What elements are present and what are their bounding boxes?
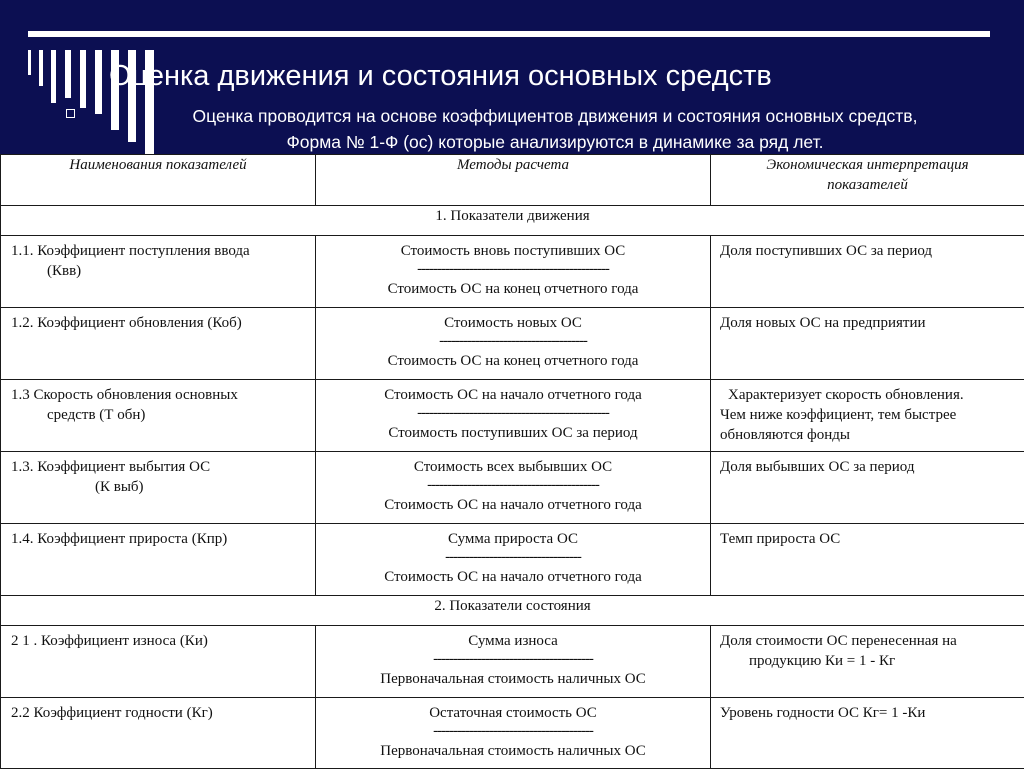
numerator: Сумма износа xyxy=(468,633,558,649)
table-row xyxy=(1,524,1024,596)
name-line-1: 2.2 Коэффициент годности (Кг) xyxy=(11,705,213,721)
section-row xyxy=(1,206,1024,236)
name-line-1: 1.2. Коэффициент обновления (Коб) xyxy=(11,315,242,331)
table-row xyxy=(1,698,1024,769)
header-top-rule xyxy=(28,31,990,37)
indicator-name xyxy=(1,524,316,596)
fraction-divider: ------------------------------------- xyxy=(316,333,710,351)
formula xyxy=(316,308,711,380)
table-header-row xyxy=(1,155,1024,206)
interp-line-2: Чем ниже коэффициент, тем быстрее xyxy=(720,405,1016,425)
formula xyxy=(316,698,711,769)
denominator: Стоимость ОС на начало отчетного года xyxy=(384,497,642,513)
formula xyxy=(316,380,711,452)
formula xyxy=(316,452,711,524)
interpretation xyxy=(711,524,1024,596)
interp-line-1: Доля выбывших ОС за период xyxy=(720,457,1016,477)
section-title: 2. Показатели состояния xyxy=(1,596,1024,626)
interp-line-1: Характеризует скорость обновления. xyxy=(720,385,1016,405)
formula xyxy=(316,626,711,698)
numerator: Стоимость вновь поступивших ОС xyxy=(401,243,626,259)
indicator-name xyxy=(1,380,316,452)
name-line-1: 1.3 Скорость обновления основных xyxy=(11,387,238,403)
subtitle-line-1: Оценка проводится на основе коэффициентов движения и состояния основных средств, xyxy=(193,106,918,126)
fraction-divider: ---------------------------------- xyxy=(316,549,710,567)
header-band xyxy=(0,0,1024,155)
indicator-name xyxy=(1,698,316,769)
interpretation xyxy=(711,698,1024,769)
interpretation xyxy=(711,380,1024,452)
interpretation xyxy=(711,308,1024,380)
denominator: Первоначальная стоимость наличных ОС xyxy=(380,671,646,687)
denominator: Стоимость ОС на начало отчетного года xyxy=(384,569,642,585)
numerator: Стоимость ОС на начало отчетного года xyxy=(384,387,642,403)
header-interp-line-1: Экономическая интерпретация xyxy=(766,157,968,173)
table-row xyxy=(1,380,1024,452)
numerator: Остаточная стоимость ОС xyxy=(429,705,597,721)
name-line-2: средств (Т обн) xyxy=(11,405,307,425)
denominator: Стоимость ОС на конец отчетного года xyxy=(388,281,639,297)
interpretation xyxy=(711,452,1024,524)
interp-line-1: Доля новых ОС на предприятии xyxy=(720,313,1016,333)
fraction-divider: ------------------------------------------- xyxy=(316,477,710,495)
interp-line-1: Доля поступивших ОС за период xyxy=(720,241,1016,261)
name-line-1: 1.4. Коэффициент прироста (Кпр) xyxy=(11,531,227,547)
fraction-divider: ------------------------------------------------ xyxy=(316,405,710,423)
name-line-1: 2 1 . Коэффициент износа (Ки) xyxy=(11,633,208,649)
table-row xyxy=(1,308,1024,380)
formula xyxy=(316,524,711,596)
indicator-name xyxy=(1,452,316,524)
table-row xyxy=(1,626,1024,698)
section-title: 1. Показатели движения xyxy=(1,206,1024,236)
section-row xyxy=(1,596,1024,626)
numerator: Стоимость всех выбывших ОС xyxy=(414,459,612,475)
numerator: Сумма прироста ОС xyxy=(448,531,578,547)
header-interp-line-2: показателей xyxy=(827,177,908,193)
fraction-divider: ---------------------------------------- xyxy=(316,651,710,669)
fraction-divider: ------------------------------------------------ xyxy=(316,261,710,279)
header-method: Методы расчета xyxy=(316,155,711,206)
denominator: Первоначальная стоимость наличных ОС xyxy=(380,743,646,759)
interp-line-1: Темп прироста ОС xyxy=(720,529,1016,549)
header-interpretation xyxy=(711,155,1024,206)
name-line-2: (К выб) xyxy=(11,477,307,497)
table-row xyxy=(1,452,1024,524)
interpretation xyxy=(711,236,1024,308)
table-row xyxy=(1,236,1024,308)
name-line-1: 1.1. Коэффициент поступления ввода xyxy=(11,243,250,259)
name-line-2: (Квв) xyxy=(11,261,307,281)
interp-line-2: продукцию Ки = 1 - Кг xyxy=(720,651,1016,671)
square-bullet-icon xyxy=(66,109,75,118)
indicator-name xyxy=(1,626,316,698)
indicator-name xyxy=(1,236,316,308)
name-line-1: 1.3. Коэффициент выбытия ОС xyxy=(11,459,210,475)
indicator-name xyxy=(1,308,316,380)
denominator: Стоимость поступивших ОС за период xyxy=(388,425,637,441)
header-name: Наименования показателей xyxy=(1,155,316,206)
formula xyxy=(316,236,711,308)
interpretation xyxy=(711,626,1024,698)
interp-line-1: Уровень годности ОС Кг= 1 -Ки xyxy=(720,703,1016,723)
interp-line-1: Доля стоимости ОС перенесенная на xyxy=(720,631,1016,651)
numerator: Стоимость новых ОС xyxy=(444,315,582,331)
subtitle-line-2: Форма № 1-Ф (ос) которые анализируются в динамике за ряд лет. xyxy=(286,132,823,152)
page-title: Оценка движения и состояния основных средств xyxy=(109,60,772,93)
interp-line-3: обновляются фонды xyxy=(720,425,1016,445)
indicators-table xyxy=(0,154,1024,769)
denominator: Стоимость ОС на конец отчетного года xyxy=(388,353,639,369)
page-subtitle xyxy=(96,103,1014,155)
fraction-divider: ---------------------------------------- xyxy=(316,723,710,741)
